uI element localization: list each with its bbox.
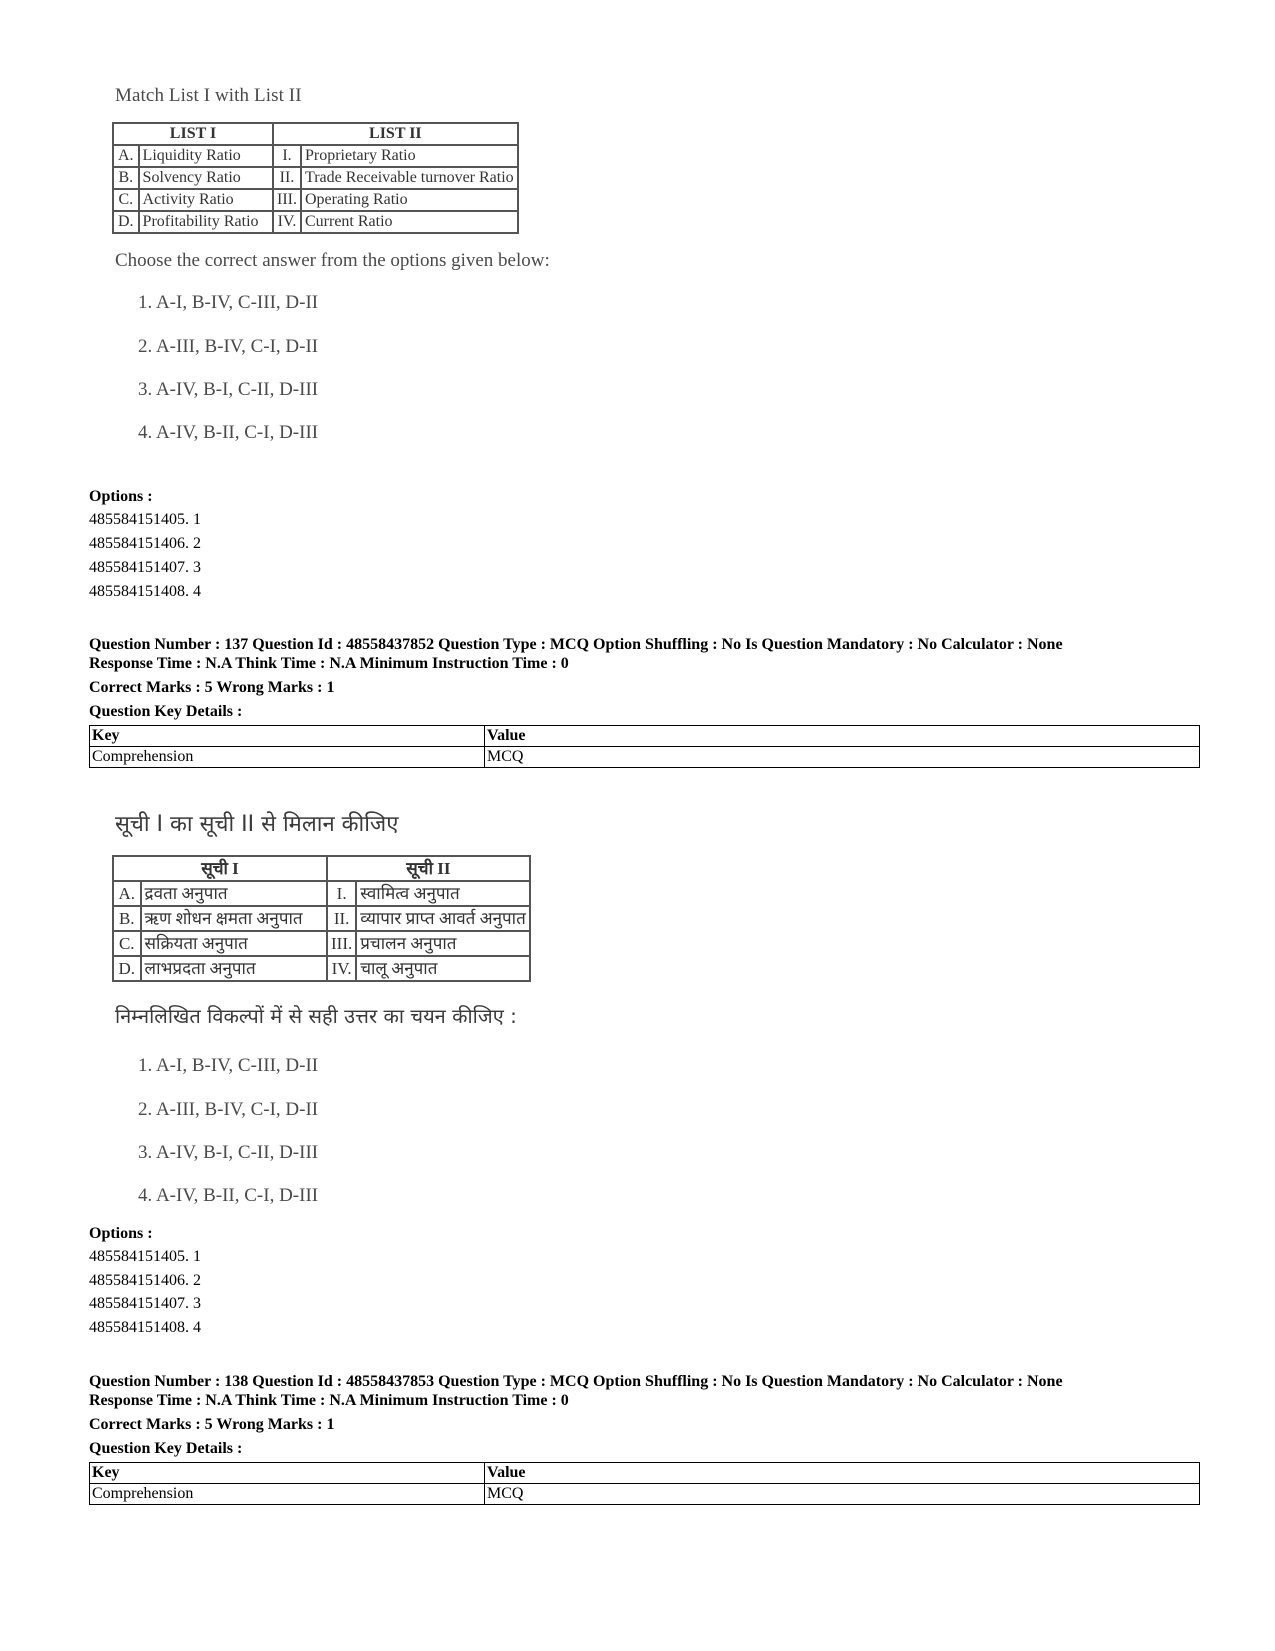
list-2-item: Trade Receivable turnover Ratio	[301, 167, 518, 189]
question-137-image	[112, 800, 672, 1206]
list-1-item: सक्रियता अनुपात	[141, 931, 327, 956]
choose-instruction: Choose the correct answer from the options given below:	[115, 250, 550, 271]
list-2-item: स्वामित्व अनुपात	[356, 881, 530, 906]
row-label: IV.	[273, 211, 301, 233]
list-1-item: Activity Ratio	[139, 189, 273, 211]
row-label: A.	[113, 145, 139, 167]
list-2-header: सूची II	[327, 856, 530, 881]
key-cell: Comprehension	[90, 1484, 485, 1505]
question-136-image	[112, 80, 672, 470]
choose-instruction: निम्नलिखित विकल्पों में से सही उत्तर का चयन कीजिए :	[115, 1004, 517, 1028]
match-table-header	[113, 123, 518, 145]
answer-choice: 4. A-IV, B-II, C-I, D-III	[138, 422, 319, 443]
key-table-row	[90, 1484, 1200, 1505]
row-label: IV.	[327, 956, 356, 981]
option-item: 485584151406. 2	[89, 535, 201, 552]
option-item: 485584151407. 3	[89, 559, 201, 576]
answer-choice: 1. A-I, B-IV, C-III, D-II	[138, 1055, 319, 1076]
row-label: B.	[113, 906, 141, 931]
value-cell: MCQ	[485, 1484, 1200, 1505]
key-header: Key	[90, 1463, 485, 1484]
key-table-header	[90, 726, 1200, 747]
match-table-row	[113, 931, 530, 956]
match-table-row	[113, 211, 518, 233]
key-cell: Comprehension	[90, 747, 485, 768]
list-2-header: LIST II	[273, 123, 518, 145]
match-table-row	[113, 956, 530, 981]
question-meta-line-1: Question Number : 137 Question Id : 48558437852 Question Type : MCQ Option Shuffling : No Is Question Mandatory : No Calculator : None	[89, 636, 1063, 653]
option-item: 485584151405. 1	[89, 1248, 201, 1265]
list-1-item: Profitability Ratio	[139, 211, 273, 233]
option-item: 485584151406. 2	[89, 1272, 201, 1289]
option-item: 485584151408. 4	[89, 1319, 201, 1336]
list-2-item: चालू अनुपात	[356, 956, 530, 981]
list-2-item: Operating Ratio	[301, 189, 518, 211]
value-header: Value	[485, 726, 1200, 747]
list-2-item: व्यापार प्राप्त आवर्त अनुपात	[356, 906, 530, 931]
question-meta-line-1: Question Number : 138 Question Id : 48558437853 Question Type : MCQ Option Shuffling : No Is Question Mandatory : No Calculator : None	[89, 1373, 1063, 1390]
match-table-row	[113, 145, 518, 167]
answer-choice: 2. A-III, B-IV, C-I, D-II	[138, 1099, 319, 1120]
row-label: B.	[113, 167, 139, 189]
list-1-item: Solvency Ratio	[139, 167, 273, 189]
answer-choice: 3. A-IV, B-I, C-II, D-III	[138, 1142, 319, 1163]
list-1-item: Liquidity Ratio	[139, 145, 273, 167]
row-label: II.	[273, 167, 301, 189]
list-1-header: सूची I	[113, 856, 327, 881]
row-label: D.	[113, 956, 141, 981]
list-2-item: प्रचालन अनुपात	[356, 931, 530, 956]
list-2-item: Proprietary Ratio	[301, 145, 518, 167]
row-label: I.	[273, 145, 301, 167]
row-label: II.	[327, 906, 356, 931]
option-item: 485584151408. 4	[89, 583, 201, 600]
answer-choice: 4. A-IV, B-II, C-I, D-III	[138, 1185, 319, 1206]
question-meta-line-2: Response Time : N.A Think Time : N.A Minimum Instruction Time : 0	[89, 655, 569, 672]
match-intro: सूची I का सूची II से मिलान कीजिए	[115, 812, 399, 837]
option-item: 485584151405. 1	[89, 511, 201, 528]
match-intro: Match List I with List II	[115, 85, 302, 106]
value-cell: MCQ	[485, 747, 1200, 768]
match-table	[112, 855, 531, 982]
match-table	[112, 122, 519, 234]
value-header: Value	[485, 1463, 1200, 1484]
match-table-row	[113, 906, 530, 931]
match-table-row	[113, 881, 530, 906]
options-label: Options :	[89, 1225, 153, 1242]
key-table-row	[90, 747, 1200, 768]
row-label: D.	[113, 211, 139, 233]
key-details-label: Question Key Details :	[89, 1440, 243, 1457]
list-1-header: LIST I	[113, 123, 273, 145]
row-label: A.	[113, 881, 141, 906]
list-1-item: लाभप्रदता अनुपात	[141, 956, 327, 981]
key-table-header	[90, 1463, 1200, 1484]
match-table-row	[113, 189, 518, 211]
match-table-header	[113, 856, 530, 881]
list-2-item: Current Ratio	[301, 211, 518, 233]
row-label: III.	[273, 189, 301, 211]
key-header: Key	[90, 726, 485, 747]
answer-choice: 2. A-III, B-IV, C-I, D-II	[138, 336, 319, 357]
list-1-item: द्रवता अनुपात	[141, 881, 327, 906]
row-label: III.	[327, 931, 356, 956]
match-table-row	[113, 167, 518, 189]
option-item: 485584151407. 3	[89, 1295, 201, 1312]
marks-line: Correct Marks : 5 Wrong Marks : 1	[89, 679, 335, 696]
key-details-table	[89, 725, 1200, 768]
marks-line: Correct Marks : 5 Wrong Marks : 1	[89, 1416, 335, 1433]
options-label: Options :	[89, 488, 153, 505]
key-details-table	[89, 1462, 1200, 1505]
key-details-label: Question Key Details :	[89, 703, 243, 720]
row-label: I.	[327, 881, 356, 906]
question-meta-line-2: Response Time : N.A Think Time : N.A Minimum Instruction Time : 0	[89, 1392, 569, 1409]
list-1-item: ऋण शोधन क्षमता अनुपात	[141, 906, 327, 931]
row-label: C.	[113, 931, 141, 956]
answer-choice: 3. A-IV, B-I, C-II, D-III	[138, 379, 319, 400]
row-label: C.	[113, 189, 139, 211]
answer-choice: 1. A-I, B-IV, C-III, D-II	[138, 292, 319, 313]
